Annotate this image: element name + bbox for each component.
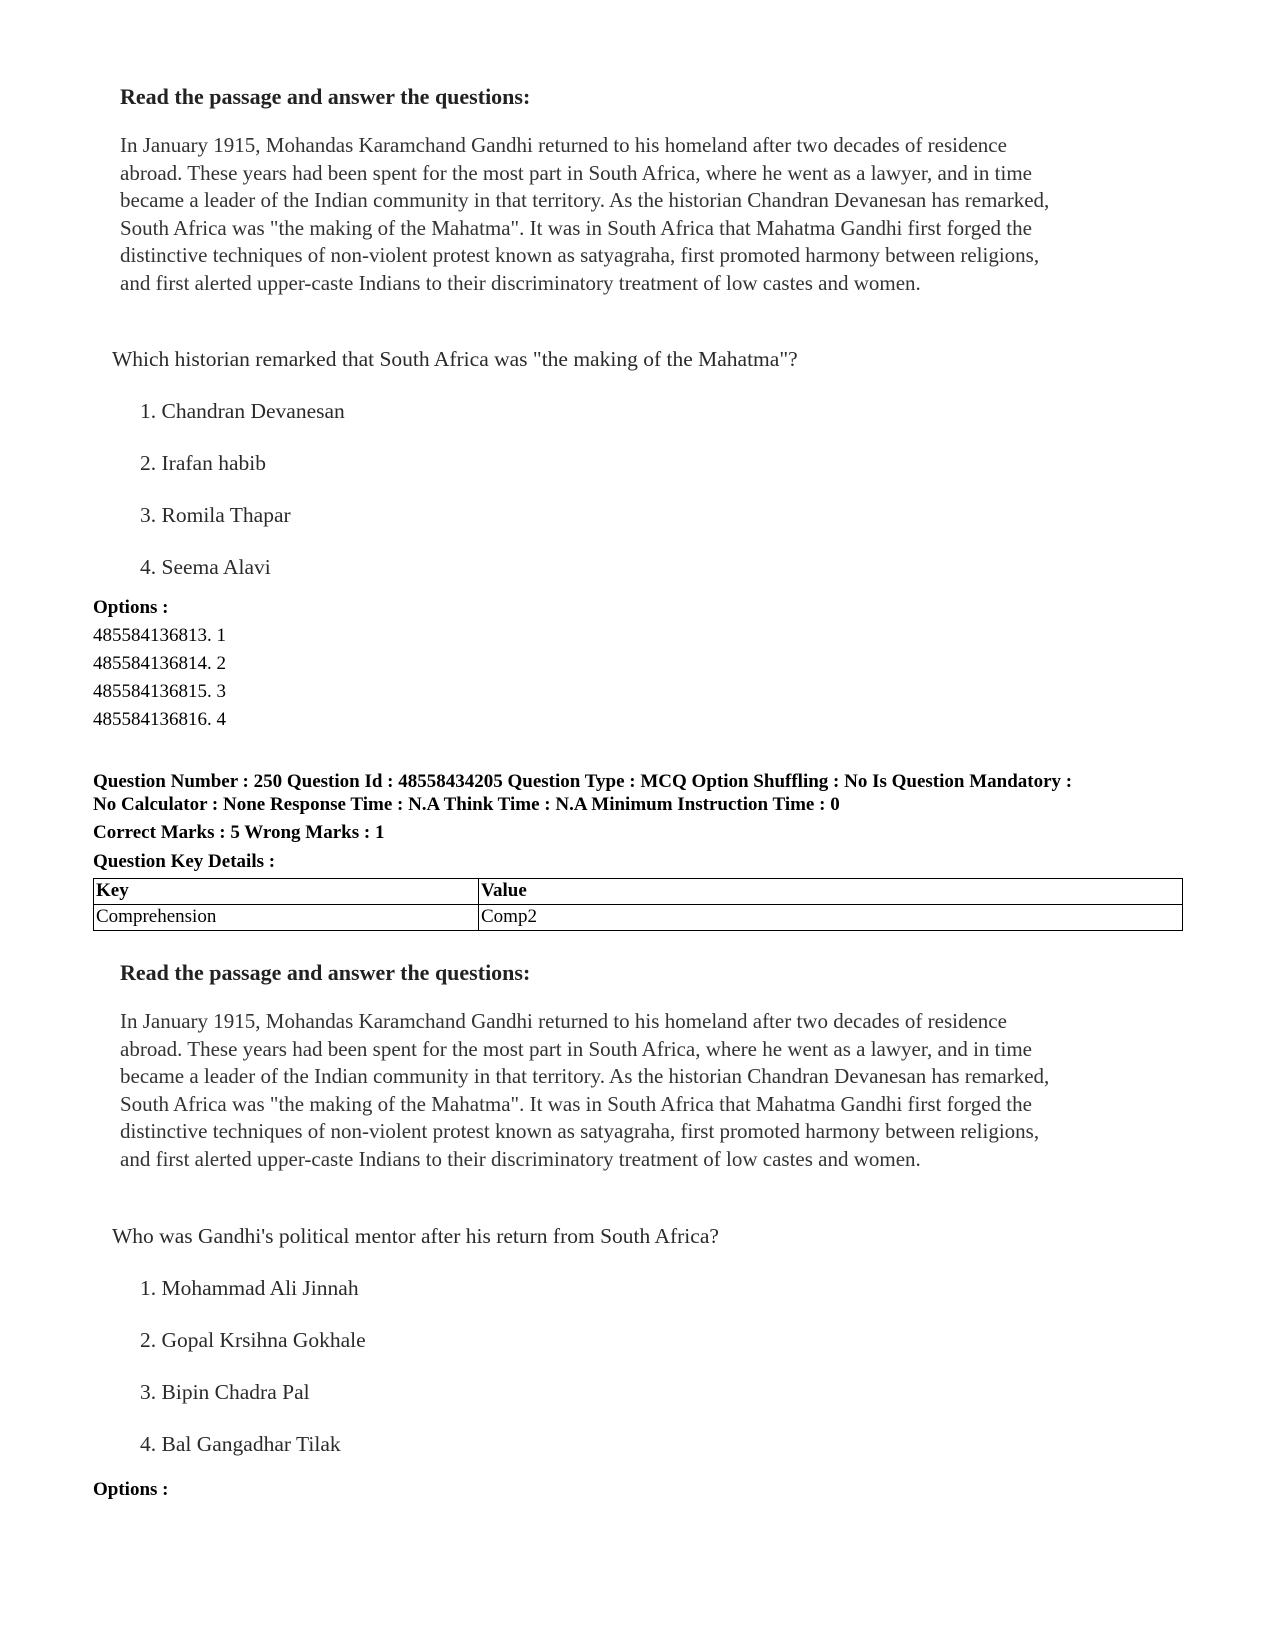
- passage-line: distinctive techniques of non-violent protest known as satyagraha, first promoted harmony between religions,: [120, 243, 1040, 267]
- choice-item: 1. Chandran Devanesan: [140, 399, 345, 423]
- choice-item: 4. Bal Gangadhar Tilak: [140, 1432, 341, 1456]
- choice-item: 2. Gopal Krsihna Gokhale: [140, 1328, 366, 1352]
- passage-text: [120, 1008, 1180, 1173]
- passage-heading: Read the passage and answer the questions:: [120, 960, 531, 985]
- table-header-row: [94, 879, 1183, 905]
- passage-2: [120, 960, 1180, 1171]
- option-id: 485584136814. 2: [93, 653, 226, 674]
- option-id: 485584136815. 3: [93, 681, 226, 702]
- choice-item: 2. Irafan habib: [140, 451, 266, 475]
- passage-heading: Read the passage and answer the questions:: [120, 84, 531, 109]
- passage-line: abroad. These years had been spent for the most part in South Africa, where he went as a lawyer, and in time: [120, 160, 1032, 185]
- table-cell-key: Comprehension: [94, 905, 479, 931]
- option-id: 485584136816. 4: [93, 709, 226, 730]
- passage-line: became a leader of the Indian community in that territory. As the historian Chandran Devanesan has remarked,: [120, 1064, 1050, 1088]
- passage-1: [120, 84, 1180, 295]
- question-2-text: Who was Gandhi's political mentor after his return from South Africa?: [112, 1224, 719, 1248]
- question-meta-line-1: Question Number : 250 Question Id : 48558434205 Question Type : MCQ Option Shuffling : No Is Question Mandatory :: [93, 771, 1073, 792]
- question-key-details-label: Question Key Details :: [93, 851, 276, 872]
- passage-text: [120, 132, 1180, 297]
- options-label: Options :: [93, 597, 169, 618]
- passage-line: South Africa was "the making of the Mahatma". It was in South Africa that Mahatma Gandhi first forged the: [120, 215, 1032, 240]
- passage-line: became a leader of the Indian community in that territory. As the historian Chandran Devanesan has remarked,: [120, 188, 1050, 212]
- passage-line: abroad. These years had been spent for the most part in South Africa, where he went as a lawyer, and in time: [120, 1036, 1032, 1061]
- choice-item: 1. Mohammad Ali Jinnah: [140, 1276, 359, 1300]
- question-1-text: Which historian remarked that South Africa was "the making of the Mahatma"?: [112, 347, 798, 371]
- passage-line: and first alerted upper-caste Indians to their discriminatory treatment of low castes and women.: [120, 270, 921, 295]
- question-meta-line-2: No Calculator : None Response Time : N.A Think Time : N.A Minimum Instruction Time : 0: [93, 794, 840, 815]
- table-row: [94, 905, 1183, 931]
- table-header-value: Value: [479, 879, 1183, 905]
- table-header-key: Key: [94, 879, 479, 905]
- options-label: Options :: [93, 1479, 169, 1500]
- passage-line: In January 1915, Mohandas Karamchand Gandhi returned to his homeland after two decades of residence: [120, 1009, 1007, 1033]
- question-marks: Correct Marks : 5 Wrong Marks : 1: [93, 822, 385, 843]
- choice-item: 4. Seema Alavi: [140, 555, 271, 579]
- passage-line: South Africa was "the making of the Mahatma". It was in South Africa that Mahatma Gandhi first forged the: [120, 1091, 1032, 1116]
- table-cell-value: Comp2: [479, 905, 1183, 931]
- option-id: 485584136813. 1: [93, 625, 226, 646]
- passage-line: and first alerted upper-caste Indians to their discriminatory treatment of low castes and women.: [120, 1146, 921, 1171]
- question-key-table: [93, 878, 1183, 931]
- choice-item: 3. Romila Thapar: [140, 503, 291, 527]
- passage-line: distinctive techniques of non-violent protest known as satyagraha, first promoted harmony between religions,: [120, 1119, 1040, 1143]
- passage-line: In January 1915, Mohandas Karamchand Gandhi returned to his homeland after two decades of residence: [120, 133, 1007, 157]
- choice-item: 3. Bipin Chadra Pal: [140, 1380, 310, 1404]
